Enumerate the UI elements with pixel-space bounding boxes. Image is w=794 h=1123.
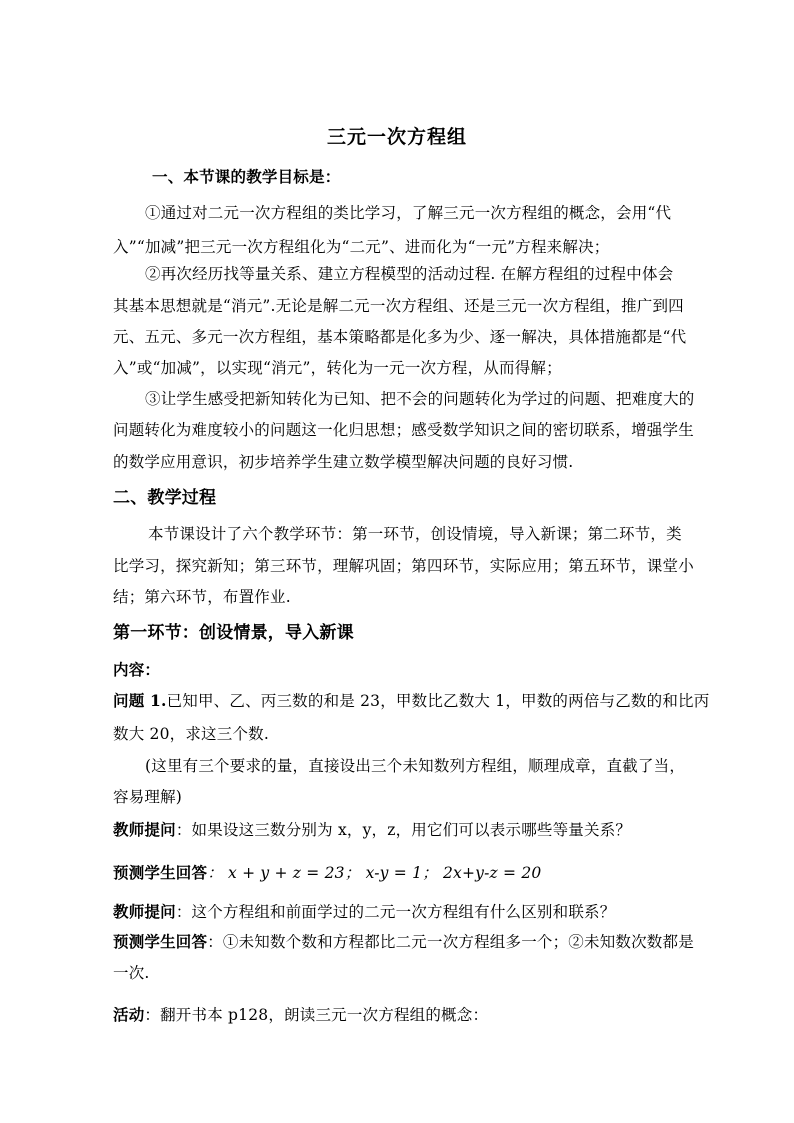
objective-2-line-1: ②再次经历找等量关系、建立方程模型的活动过程. 在解方程组的过程中体会 bbox=[145, 265, 674, 283]
teacher-question-1-text: ：如果设这三数分别为 x，y，z，用它们可以表示哪些等量关系？ bbox=[175, 821, 632, 839]
section-heading-process: 二、教学过程 bbox=[113, 488, 217, 508]
page-title: 三元一次方程组 bbox=[326, 126, 467, 148]
activity-label: 活动 bbox=[113, 1005, 145, 1024]
objective-3-line-3: 的数学应用意识，初步培养学生建立数学模型解决问题的良好习惯. bbox=[113, 453, 574, 471]
problem-1-line-1 bbox=[113, 690, 709, 712]
teacher-question-2-label: 教师提问 bbox=[113, 902, 176, 921]
teacher-question-1-label: 教师提问 bbox=[113, 820, 176, 839]
note-line-2: 容易理解) bbox=[113, 788, 183, 806]
problem-1-line-2: 数大 20，求这三个数. bbox=[113, 725, 269, 743]
problem-1-text: 已知甲、乙、丙三数的和是 23，甲数比乙数大 1，甲数的两倍与乙数的和比丙 bbox=[166, 692, 710, 710]
section-heading-stage-1: 第一环节：创设情景，导入新课 bbox=[113, 623, 354, 643]
process-line-3: 结；第六环节，布置作业. bbox=[113, 588, 291, 606]
problem-1-label: 问题 1. bbox=[113, 691, 167, 710]
note-line-1: (这里有三个要求的量，直接设出三个未知数列方程组，顺理成章，直截了当， bbox=[145, 757, 686, 775]
teacher-question-1 bbox=[113, 819, 631, 841]
objective-3-line-1: ③让学生感受把新知转化为已知、把不会的问题转化为学过的问题、把难度大的 bbox=[145, 390, 695, 408]
student-answer-1-equations: ： x + y + z = 23； x-y = 1； 2x+y-z = 20 bbox=[207, 864, 542, 882]
objective-2-line-2: 其基本思想就是“消元”.无论是解二元一次方程组、还是三元一次方程组，推广到四 bbox=[113, 297, 684, 315]
objective-1-line-2: 入”“加减”把三元一次方程组化为“二元”、进而化为“一元”方程来解决； bbox=[113, 238, 610, 256]
process-line-1: 本节课设计了六个教学环节：第一环节，创设情境，导入新课；第二环节，类 bbox=[148, 525, 682, 543]
student-answer-1 bbox=[113, 862, 541, 884]
activity-line bbox=[113, 1004, 488, 1026]
process-line-2: 比学习，探究新知；第三环节，理解巩固；第四环节，实际应用；第五环节，课堂小 bbox=[113, 557, 694, 575]
objective-2-line-3: 元、五元、多元一次方程组，基本策略都是化多为少、逐一解决，具体措施都是“代 bbox=[113, 328, 687, 346]
content-label: 内容： bbox=[113, 660, 161, 679]
student-answer-1-label: 预测学生回答 bbox=[113, 863, 208, 882]
activity-text: ：翻开书本 p128，朗读三元一次方程组的概念： bbox=[144, 1006, 489, 1024]
student-answer-2-text: ：①未知数个数和方程都比二元一次方程组多一个；②未知数次数都是 bbox=[207, 933, 694, 951]
objective-2-line-4: 入”或“加减”，以实现“消元”，转化为一元一次方程，从而得解； bbox=[113, 359, 562, 377]
student-answer-2-line-1 bbox=[113, 931, 694, 953]
student-answer-2-line-2: 一次. bbox=[113, 964, 150, 982]
teacher-question-2 bbox=[113, 901, 615, 923]
objective-3-line-2: 问题转化为难度较小的问题这一化归思想；感受数学知识之间的密切联系，增强学生 bbox=[113, 421, 694, 439]
teacher-question-2-text: ：这个方程组和前面学过的二元一次方程组有什么区别和联系？ bbox=[175, 903, 616, 921]
section-heading-objectives: 一、本节课的教学目标是： bbox=[152, 167, 341, 186]
objective-1-line-1: ①通过对二元一次方程组的类比学习，了解三元一次方程组的概念，会用“代 bbox=[145, 204, 672, 222]
student-answer-2-label: 预测学生回答 bbox=[113, 932, 208, 951]
